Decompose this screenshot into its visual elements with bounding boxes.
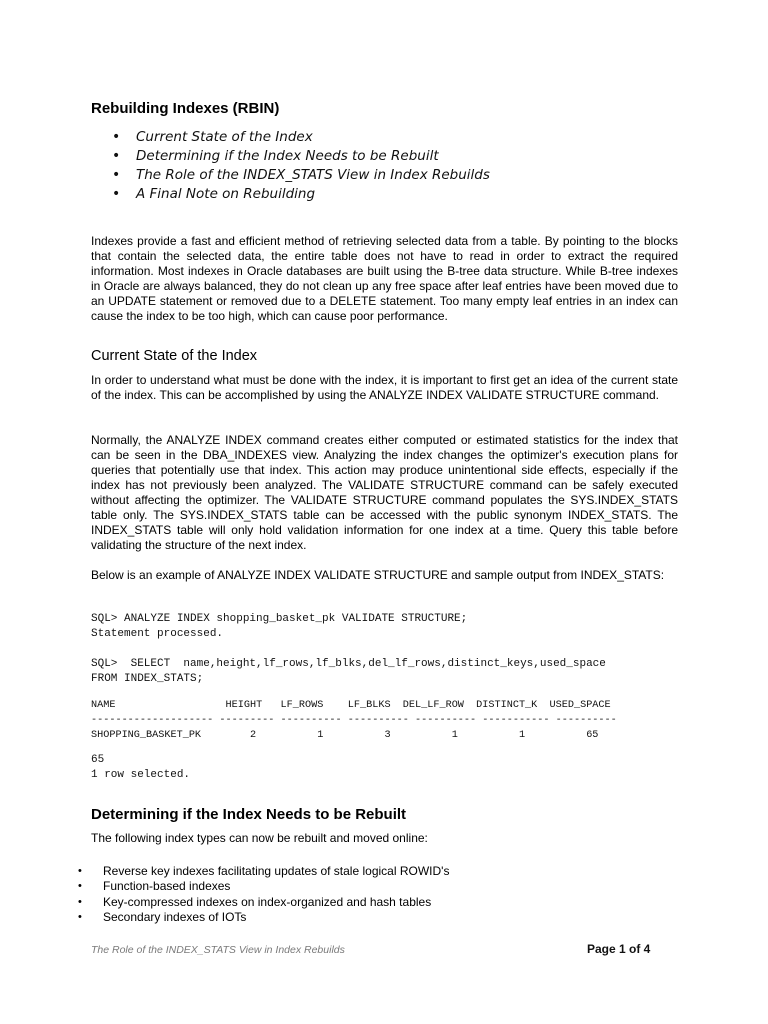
intro-paragraph: Indexes provide a fast and efficient method of retrieving selected data from a table. By pointing to the blocks that contain the selected data, the entire table does not have to read in order to extract the required information. Most indexes in Oracle databases are built using the B-tree data structure. While B-tree indexes in Oracle are always balanced, they do not clean up any free space after leaf entries have been moved due to an UPDATE statement or removed due to a DELETE statement. Too many empty leaf entries in an index can cause the index to be too high, which can cause poor performance. [91,234,678,323]
toc-item[interactable]: • A Final Note on Rebuilding [112,185,490,204]
page-number: Page 1 of 4 [587,942,651,956]
query-output-table: NAME HEIGHT LF_ROWS LF_BLKS DEL_LF_ROW DISTINCT_K USED_SPACE -------------------- --------- ---------- ---------- ---------- ----------- ---------- SHOPPING_BASKET_PK 2 1 3 1 1 65 [91,700,617,741]
paragraph: The following index types can now be rebuilt and moved online: [91,831,428,845]
bullet-list [78,864,449,925]
code-block: SQL> SELECT name,height,lf_rows,lf_blks,del_lf_rows,distinct_keys,used_space FROM INDEX_STATS; [91,658,606,685]
toc-item[interactable]: • Determining if the Index Needs to be Rebuilt [112,147,490,166]
document-title: Rebuilding Indexes (RBIN) [91,100,280,117]
list-item: • Key-compressed indexes on index-organized and hash tables [78,895,449,910]
list-item: • Secondary indexes of IOTs [78,910,449,925]
toc-item[interactable]: • The Role of the INDEX_STATS View in Index Rebuilds [112,166,490,185]
code-block: 65 1 row selected. [91,754,191,781]
paragraph: Below is an example of ANALYZE INDEX VALIDATE STRUCTURE and sample output from INDEX_STATS: [91,568,665,582]
section-heading-current-state: Current State of the Index [91,348,258,364]
footer-title: The Role of the INDEX_STATS View in Index Rebuilds [91,944,345,956]
toc-item[interactable]: • Current State of the Index [112,128,490,147]
section-heading-rebuild: Determining if the Index Needs to be Rebuilt [91,806,407,823]
list-item: • Reverse key indexes facilitating updates of stale logical ROWID's [78,864,449,879]
paragraph: Normally, the ANALYZE INDEX command creates either computed or estimated statistics for the index that can be seen in the DBA_INDEXES view. Analyzing the index changes the optimizer's execution plans for queries that potentially use that index. This action may produce unintentional side effects, especially if the index has not previously been analyzed. The VALIDATE STRUCTURE command can be safely executed without affecting the optimizer. The VALIDATE STRUCTURE command populates the SYS.INDEX_STATS table only. The SYS.INDEX_STATS table can be accessed with the public synonym INDEX_STATS. The INDEX_STATS table will only hold validation information for one index at a time. Query this table before validating the structure of the next index. [91,433,678,552]
list-item: • Function-based indexes [78,879,449,894]
toc-list [112,128,490,204]
paragraph: In order to understand what must be done with the index, it is important to first get an idea of the current state of the index. This can be accomplished by using the ANALYZE INDEX VALIDATE STRUCTURE command. [91,373,678,402]
code-block: SQL> ANALYZE INDEX shopping_basket_pk VALIDATE STRUCTURE; Statement processed. [91,613,468,640]
